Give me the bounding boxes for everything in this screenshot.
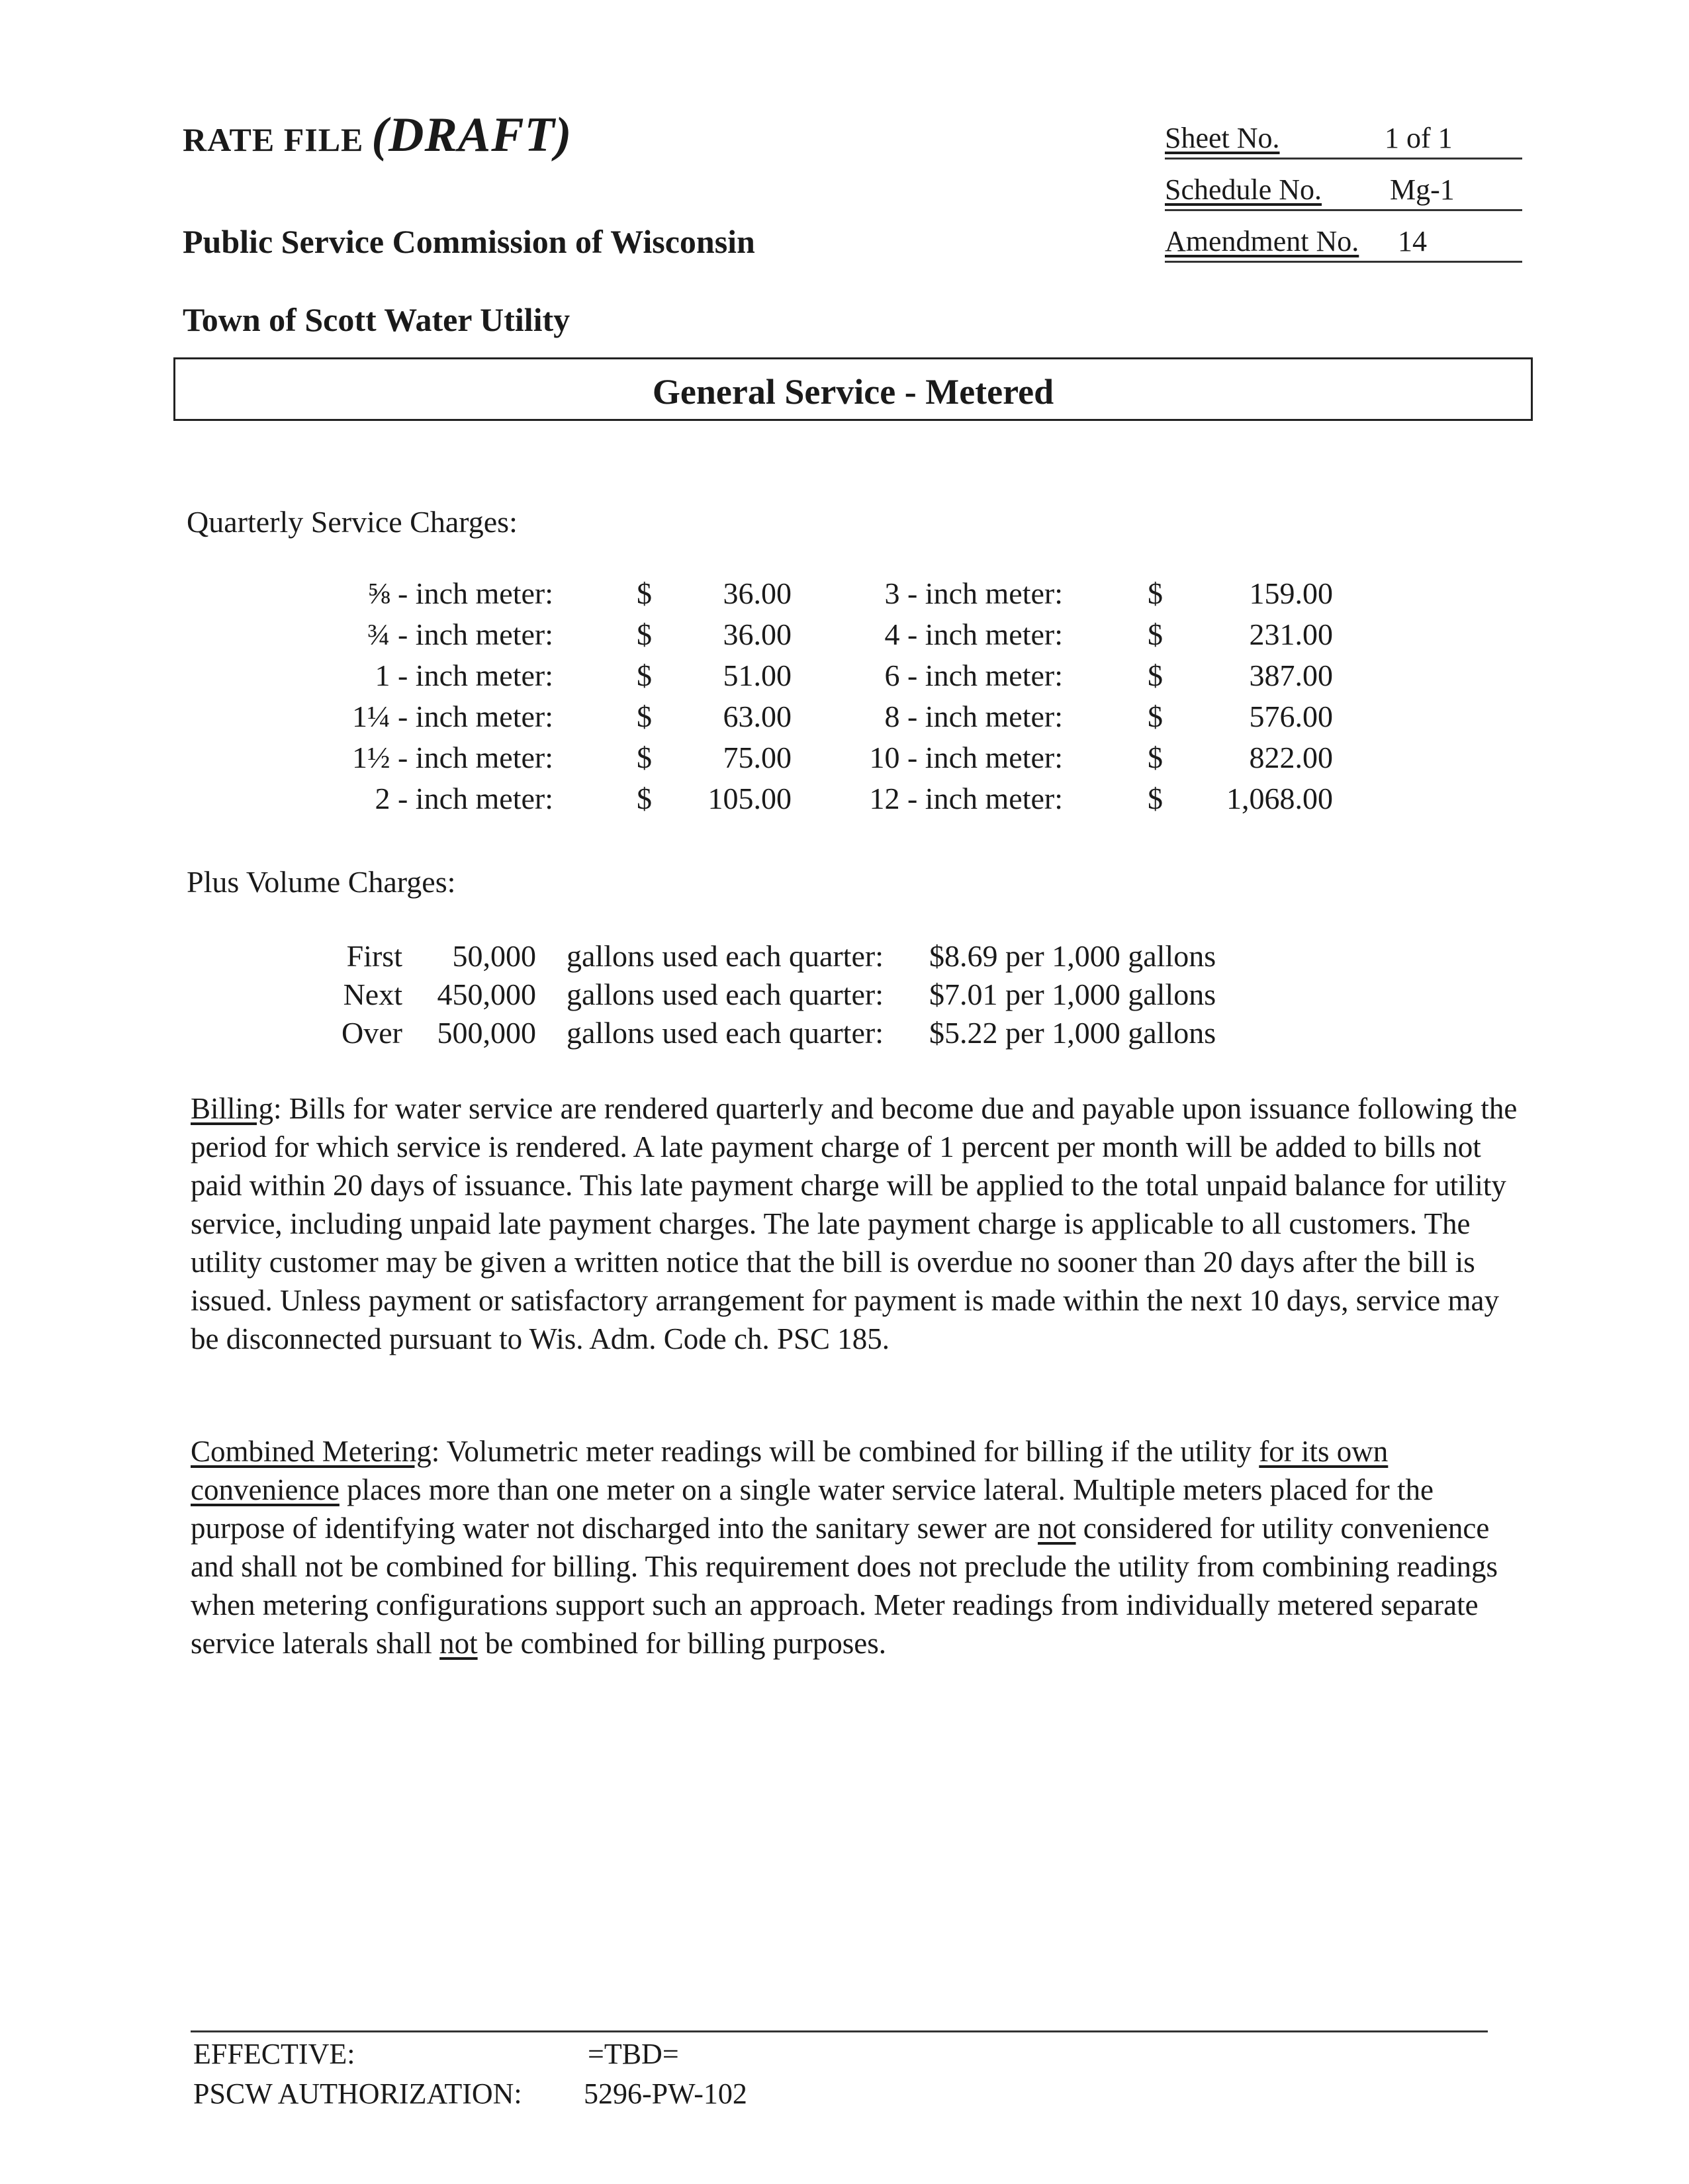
- table-row: [0, 977, 1689, 1015]
- table-row: [0, 938, 1689, 977]
- table-row: [0, 781, 1689, 821]
- tier-label: Over: [342, 1016, 402, 1050]
- meter-size-label: 4 - inch meter:: [884, 617, 1063, 651]
- charge-amount: 51.00: [723, 659, 792, 692]
- volume-heading: Plus Volume Charges:: [187, 865, 456, 899]
- table-row: [0, 699, 1689, 739]
- sheet-number-row: [1165, 114, 1522, 159]
- currency-symbol: $: [637, 617, 652, 651]
- tier-gallons: 50,000: [452, 939, 536, 973]
- schedule-number-value: Mg-1: [1390, 173, 1455, 206]
- authorization-label: PSCW AUTHORIZATION:: [193, 2077, 522, 2110]
- meter-size-label: 6 - inch meter:: [884, 659, 1063, 692]
- charge-amount: 63.00: [723, 700, 792, 733]
- meter-size-label: 1¼ - inch meter:: [351, 700, 553, 733]
- utility-name: Town of Scott Water Utility: [183, 301, 571, 338]
- combined-emphasis-not: not: [439, 1627, 478, 1660]
- authorization-value: 5296-PW-102: [584, 2077, 747, 2110]
- combined-text-part4: be combined for billing purposes.: [477, 1627, 886, 1660]
- footer-divider: [191, 2030, 1488, 2032]
- currency-symbol: $: [637, 741, 652, 774]
- table-row: [0, 740, 1689, 780]
- rate-file-label: RATE FILE: [183, 121, 364, 158]
- charge-amount: 105.00: [708, 782, 792, 815]
- table-row: [0, 658, 1689, 698]
- charge-amount: 75.00: [723, 741, 792, 774]
- meter-size-label: ¾ - inch meter:: [367, 617, 553, 651]
- meter-size-label: 1½ - inch meter:: [351, 741, 553, 774]
- combined-emphasis-convenience: for its own convenience: [191, 1435, 1389, 1506]
- tier-rate: $7.01 per 1,000 gallons: [929, 978, 1216, 1011]
- currency-symbol: $: [1148, 700, 1163, 733]
- currency-symbol: $: [637, 700, 652, 733]
- currency-symbol: $: [637, 576, 652, 610]
- charge-amount: 159.00: [1249, 576, 1333, 610]
- currency-symbol: $: [1148, 782, 1163, 815]
- tier-description: gallons used each quarter:: [567, 1016, 884, 1050]
- tier-label: Next: [343, 978, 402, 1011]
- amendment-number-label: Amendment No.: [1165, 225, 1359, 257]
- meter-size-label: 10 - inch meter:: [869, 741, 1063, 774]
- charge-amount: 822.00: [1249, 741, 1333, 774]
- billing-label: Billing: [191, 1092, 274, 1125]
- charge-amount: 36.00: [723, 576, 792, 610]
- currency-symbol: $: [1148, 741, 1163, 774]
- tier-gallons: 500,000: [437, 1016, 536, 1050]
- rate-file-title: [183, 107, 572, 163]
- sheet-number-label: Sheet No.: [1165, 122, 1280, 154]
- table-row: [0, 617, 1689, 657]
- meter-size-label: 8 - inch meter:: [884, 700, 1063, 733]
- currency-symbol: $: [1148, 576, 1163, 610]
- combined-text-part2: places more than one meter on a single water service lateral. Multiple meters placed for the purpose of identifying water not discharged into the sanitary sewer are: [191, 1473, 1434, 1545]
- currency-symbol: $: [1148, 617, 1163, 651]
- meter-size-label: 3 - inch meter:: [884, 576, 1063, 610]
- combined-text-part3: considered for utility convenience and shall not be combined for billing. This requirement does not preclude the utility from combining readings when metering configurations support such an approach. Meter readings from individually metered separate service laterals shall: [191, 1512, 1498, 1660]
- combined-metering-label: Combined Metering: [191, 1435, 432, 1468]
- tier-description: gallons used each quarter:: [567, 978, 884, 1011]
- amendment-number-row: [1165, 217, 1522, 263]
- tier-rate: $8.69 per 1,000 gallons: [929, 939, 1216, 973]
- combined-text-part1: : Volumetric meter readings will be combined for billing if the utility: [431, 1435, 1259, 1468]
- schedule-number-label: Schedule No.: [1165, 173, 1322, 206]
- combined-emphasis-not: not: [1038, 1512, 1076, 1545]
- table-row: [0, 576, 1689, 615]
- schedule-title: General Service - Metered: [652, 372, 1054, 412]
- tier-description: gallons used each quarter:: [567, 939, 884, 973]
- combined-metering-paragraph: [191, 1432, 1528, 1662]
- charge-amount: 387.00: [1249, 659, 1333, 692]
- charge-amount: 36.00: [723, 617, 792, 651]
- tier-gallons: 450,000: [437, 978, 536, 1011]
- charge-amount: 231.00: [1249, 617, 1333, 651]
- commission-name: Public Service Commission of Wisconsin: [183, 223, 755, 260]
- effective-label: EFFECTIVE:: [193, 2038, 355, 2070]
- schedule-number-row: [1165, 165, 1522, 211]
- meter-size-label: 2 - inch meter:: [375, 782, 553, 815]
- currency-symbol: $: [1148, 659, 1163, 692]
- billing-text: : Bills for water service are rendered quarterly and become due and payable upon issuance following the period for which service is rendered. A late payment charge of 1 percent per month will be added to bills not paid within 20 days of issuance. This late payment charge will be applied to the total unpaid balance for utility service, including unpaid late payment charges. The late payment charge is applicable to all customers. The utility customer may be given a written notice that the bill is overdue no sooner than 20 days after the bill is issued. Unless payment or satisfactory arrangement for payment is made within the next 10 days, service may be disconnected pursuant to Wis. Adm. Code ch. PSC 185.: [191, 1092, 1518, 1355]
- meter-size-label: 12 - inch meter:: [869, 782, 1063, 815]
- draft-label: (DRAFT): [371, 108, 572, 162]
- meter-size-label: 1 - inch meter:: [375, 659, 553, 692]
- currency-symbol: $: [637, 659, 652, 692]
- tier-label: First: [346, 939, 402, 973]
- tier-rate: $5.22 per 1,000 gallons: [929, 1016, 1216, 1050]
- billing-paragraph: [191, 1089, 1528, 1358]
- effective-value: =TBD=: [588, 2038, 679, 2070]
- amendment-number-value: 14: [1398, 225, 1427, 257]
- table-row: [0, 1015, 1689, 1054]
- currency-symbol: $: [637, 782, 652, 815]
- charge-amount: 576.00: [1249, 700, 1333, 733]
- schedule-title-box: [173, 357, 1533, 421]
- charge-amount: 1,068.00: [1226, 782, 1333, 815]
- meter-size-label: ⅝ - inch meter:: [367, 576, 553, 610]
- quarterly-heading: Quarterly Service Charges:: [187, 505, 518, 539]
- sheet-number-value: 1 of 1: [1385, 122, 1453, 154]
